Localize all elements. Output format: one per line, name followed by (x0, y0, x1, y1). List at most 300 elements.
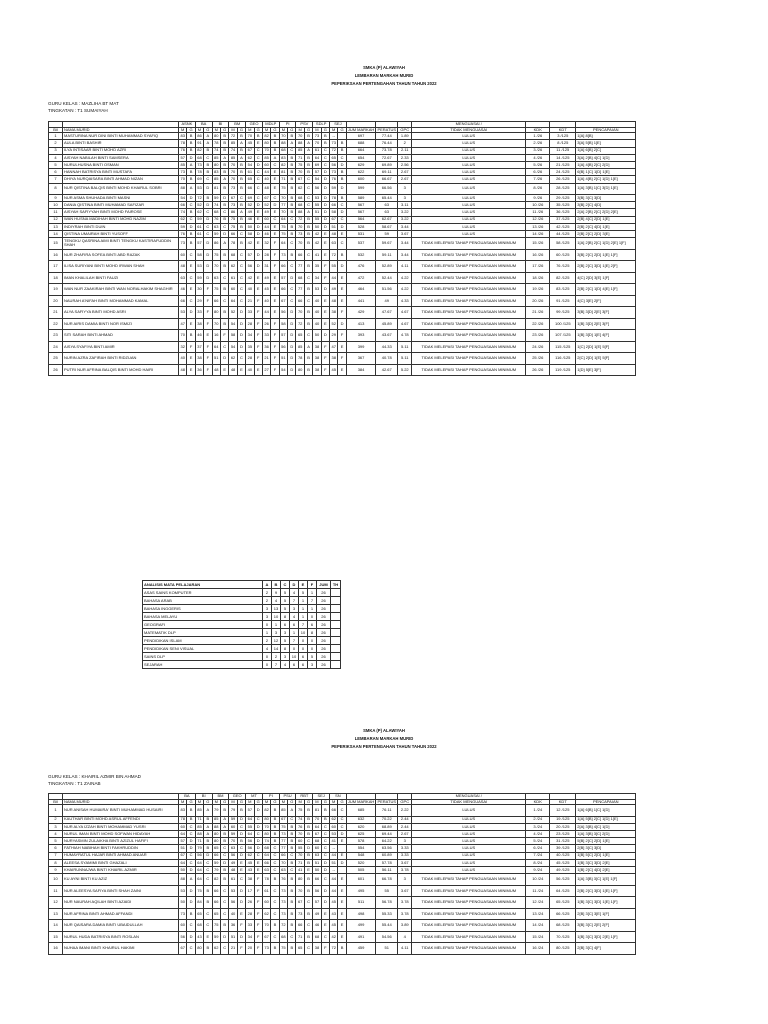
subject-mark: 88 (297, 209, 303, 215)
subject-grade: B (304, 859, 312, 866)
subject-mark: 85 (214, 176, 219, 182)
percentage: 54.56 (376, 931, 398, 943)
achievement-summary: 2[B] 2[C] 3[D] 1[E] 2[F] (576, 261, 636, 273)
subject-mark: 75 (212, 920, 220, 932)
subject-grade: E (338, 931, 346, 943)
total-marks: 520 (346, 859, 375, 866)
achievement-summary: 3[B] 2[C] 4[D] (576, 202, 636, 209)
achievement-summary: 1[A] 3[B] 3[C] 1[E] 1[F] (576, 874, 636, 886)
achievement-summary: 2[A] 2[B] 2[C] 2[D] 2[E] (576, 209, 636, 216)
subject-grade: C (187, 249, 195, 261)
subject-grade: D (321, 223, 329, 230)
subject-grade: B (237, 133, 245, 140)
subject-mark: 57 (246, 249, 254, 261)
subject-grade: C (204, 209, 212, 216)
subject-mark: 70 (281, 132, 286, 138)
subject-mark: 80 (264, 816, 269, 822)
grade-count: 10 (272, 613, 281, 621)
subject-mark: 80 (195, 943, 203, 955)
subject-mark: 64 (281, 216, 286, 222)
total-marks: 567 (346, 209, 375, 216)
subject-grade: C (204, 230, 212, 237)
subject-mark: 56 (229, 897, 237, 909)
subject-grade: D (254, 261, 262, 273)
subject-grade: E (338, 230, 346, 237)
subject-mark: 74 (264, 838, 269, 844)
subject-grade: B (220, 140, 228, 147)
row-number: 11 (49, 209, 63, 216)
subject-mark: 33 (195, 307, 203, 319)
subject-mark: 48 (229, 364, 237, 376)
subject-grade: B (220, 261, 228, 273)
subject-grade: B (187, 805, 195, 817)
form-rank: 29 /125 (550, 195, 576, 202)
subject-grade: F (321, 364, 329, 376)
class-rank: 16 /24 (526, 943, 550, 955)
subject-grade: B (338, 176, 346, 183)
row-number: 13 (49, 223, 63, 230)
subject-mark: 51 (279, 353, 287, 365)
name-header: NAMA MURID (63, 799, 179, 805)
subject-mark: 73 (314, 132, 320, 138)
row-number: 18 (49, 272, 63, 284)
subject-grade: D (338, 859, 346, 866)
subject-mark: 20 (246, 943, 254, 955)
subject-grade: C (321, 852, 329, 859)
subject-mark: 82 (212, 874, 220, 886)
subject-grade: D (204, 249, 212, 261)
total-marks: 472 (346, 272, 375, 284)
subject-grade: B (304, 874, 312, 886)
subject-header: SDLP (313, 122, 330, 128)
grade-column-header: E (299, 581, 308, 589)
subject-mark: 46 (247, 216, 253, 222)
subject-mark: 70 (281, 194, 286, 200)
subject-mark: 73 (180, 168, 185, 174)
row-number: 2 (49, 140, 63, 147)
achievement-summary: 1[B] 3[C] 3[D] 2[E] 1[F] (576, 931, 636, 943)
subject-grade: E (254, 284, 262, 296)
form-rank: 36 /125 (550, 209, 576, 216)
grade-count: 1 (263, 629, 272, 637)
subject-grade: E (321, 249, 329, 261)
document-title: LEMBARAN MARKAH MURID (354, 736, 414, 741)
table-row (49, 852, 636, 859)
subject-mark: 84 (195, 897, 203, 909)
subject-grade: F (204, 341, 212, 353)
subject-grade: B (304, 805, 312, 817)
grade-count: 0 (299, 637, 308, 645)
student-name: NUR ZHAFIRA SOFEA BINTI ABD RAZAK (63, 249, 179, 261)
analysis-row (143, 661, 341, 669)
row-number: 12 (49, 897, 63, 909)
gpc-value: 2.33 (398, 154, 412, 161)
total-marks: 495 (346, 885, 375, 897)
mark-header: M (330, 799, 338, 805)
subject-grade: C (288, 295, 296, 307)
status-text: LULUS (412, 223, 526, 230)
mark-header: M (296, 127, 304, 133)
mark-header: M (262, 799, 270, 805)
subject-grade: C (338, 823, 346, 830)
subject-grade: F (254, 353, 262, 365)
percentage: 51 (376, 943, 398, 955)
subject-header: RBT (296, 794, 313, 800)
subject-grade: C (204, 867, 212, 874)
subject-grade: C (338, 154, 346, 161)
subject-mark: 78 (229, 238, 237, 250)
subject-mark: 78 (197, 168, 202, 174)
subject-grade: B (237, 238, 245, 250)
subject-mark: 62 (212, 943, 220, 955)
subject-grade: B (288, 859, 296, 866)
total-marks: 629 (346, 161, 375, 168)
mark-header: M (296, 799, 304, 805)
subject-grade: C (304, 838, 312, 845)
status-text: LULUS (412, 209, 526, 216)
subject-grade: D (187, 307, 195, 319)
subject-mark: 45 (330, 920, 338, 932)
subject-mark: 66 (331, 201, 336, 207)
subject-grade: B (271, 823, 279, 830)
mark-header: M (330, 127, 338, 133)
grade-count: 6 (308, 621, 317, 629)
subject-grade: B (288, 161, 296, 168)
gpc-value: 2.22 (398, 805, 412, 817)
subject-grade: C (237, 823, 245, 830)
subject-grade: F (204, 318, 212, 330)
table-row (49, 195, 636, 202)
subject-mark: 50 (313, 330, 321, 342)
gpc-value: 2.11 (398, 147, 412, 154)
subject-mark: 75 (281, 823, 286, 829)
subject-mark: 82 (262, 805, 270, 817)
subject-mark: 65 (247, 176, 253, 182)
mark-header: M (279, 799, 287, 805)
subject-mark: 72 (197, 194, 202, 200)
bil-header: Bil (49, 127, 63, 133)
mark-header: M (313, 127, 321, 133)
subject-mark: 64 (229, 295, 237, 307)
form-rank: 116 /125 (550, 353, 576, 365)
student-name: AULA BINTI BASHIR (63, 140, 179, 147)
percentage: 69.44 (376, 831, 398, 838)
subject-mark: 72 (296, 318, 304, 330)
subject-grade: F (271, 364, 279, 376)
subject-mark: 67 (281, 816, 286, 822)
subject-grade: B (187, 230, 195, 237)
status-text: LULUS (412, 852, 526, 859)
subject-grade: D (204, 238, 212, 250)
subject-header: SEJ (330, 122, 347, 128)
form-rank: 14 /125 (550, 154, 576, 161)
form-rank: 8 /125 (550, 140, 576, 147)
mark-header: M (229, 127, 237, 133)
subject-mark: 73 (279, 885, 287, 897)
total-marks: 654 (346, 154, 375, 161)
subject-mark: 69 (314, 161, 320, 167)
exam-title: PEPERIKSAAN PERTENGAHAN TAHUN TAHUN 2022 (331, 744, 437, 749)
subject-mark: 83 (179, 805, 187, 817)
subject-mark: 48 (230, 866, 236, 872)
subject-mark: 40 (313, 307, 321, 319)
subject-mark: 76 (214, 216, 219, 222)
subject-grade: B (304, 816, 312, 823)
grade-count: 3 (281, 653, 290, 661)
subject-mark: -- (330, 845, 338, 852)
mark-header: M (313, 799, 321, 805)
subject-mark: 73 (279, 249, 287, 261)
subject-mark: 68 (297, 201, 303, 207)
achievement-summary: 5[B] 2[C] 2[D] 1[E] (576, 838, 636, 845)
subject-grade: E (321, 908, 329, 920)
student-name: AISYAH SAFIYYAH BINTI MOHD FAIROSE (63, 209, 179, 216)
row-number: 25 (49, 353, 63, 365)
subject-grade: B (220, 867, 228, 874)
subject-name: MATEMATIK DLP (143, 629, 263, 637)
grade-count: 1 (299, 597, 308, 605)
form-rank: 70 /125 (550, 931, 576, 943)
subject-mark: 66 (214, 852, 219, 858)
row-number: 17 (49, 261, 63, 273)
total-marks: 625 (346, 831, 375, 838)
percentage: 51.56 (376, 284, 398, 296)
grade-column-header: B (272, 581, 281, 589)
total-marks: 664 (346, 147, 375, 154)
subject-mark: 66 (330, 805, 338, 817)
subject-mark: 56 (313, 885, 321, 897)
subject-grade: A (237, 140, 245, 147)
total-marks: 511 (346, 897, 375, 909)
subject-grade: C (304, 249, 312, 261)
subject-grade: C (237, 261, 245, 273)
percent-header: PERATUS (377, 127, 397, 132)
kdk-header: KDK (526, 799, 550, 805)
total-marks: 599 (346, 183, 375, 195)
subject-grade: B (254, 133, 262, 140)
total-marks: 491 (346, 931, 375, 943)
subject-mark: 75 (279, 943, 287, 955)
subject-grade: C (220, 908, 228, 920)
subject-mark: 56 (279, 307, 287, 319)
subject-grade: C (304, 943, 312, 955)
subject-grade: A (187, 161, 195, 168)
subject-grade: D (237, 816, 245, 823)
subject-grade: D (187, 885, 195, 897)
subject-grade: D (187, 838, 195, 845)
class-rank: 23 /26 (526, 330, 550, 342)
subject-grade: C (321, 931, 329, 943)
subject-grade: D (204, 202, 212, 209)
subject-grade: D (220, 195, 228, 202)
achievement-summary: 1[D] 5[E] 3[F] (576, 364, 636, 376)
grade-header: G (304, 127, 312, 133)
form-rank: 49 /125 (550, 867, 576, 874)
status-text: LULUS (412, 823, 526, 830)
subject-mark: 86 (212, 238, 220, 250)
subject-mark: 42 (246, 272, 254, 284)
teacher-label: GURU KELAS : KHAIRIL AZMIR BIN AHMAD (48, 774, 142, 779)
subject-grade (338, 867, 346, 874)
subject-mark: 46 (179, 284, 187, 296)
subject-grade: F (254, 897, 262, 909)
grade-count: 13 (272, 605, 281, 613)
subject-grade: C (254, 816, 262, 823)
total-marks: 505 (346, 867, 375, 874)
subject-grade: E (338, 295, 346, 307)
subject-grade: B (187, 209, 195, 216)
subject-mark: 85 (195, 805, 203, 817)
subject-grade: E (321, 318, 329, 330)
student-name: NUR QISTINA BALQIS BINTI MOHD KHAIRUL SOBRI (63, 183, 179, 195)
table-row (49, 284, 636, 296)
subject-grade: C (237, 230, 245, 237)
analysis-header-row (143, 581, 341, 589)
class-rank: 14 /24 (526, 920, 550, 932)
total-marks: 399 (346, 341, 375, 353)
class-rank: 8 /24 (526, 859, 550, 866)
gpc-value: 3.67 (398, 230, 412, 237)
subject-mark: 55 (297, 845, 303, 851)
subject-grade: C (304, 176, 312, 183)
form-rank: 91 /125 (550, 295, 576, 307)
achievement-header: PENCAPAIAN (576, 127, 636, 133)
student-name: PUTRI NUR AFRINA BALQIS BINTI MOHD HAIRI (63, 364, 179, 376)
subject-mark: 86 (197, 132, 202, 138)
subject-grade: D (220, 931, 228, 943)
percentage: 60.89 (376, 852, 398, 859)
subject-mark: 66 (279, 284, 287, 296)
student-name: HANNAH BATRISYA BINTI MUSTAFA (63, 169, 179, 176)
subject-grade: B (187, 147, 195, 154)
subject-grade: D (288, 272, 296, 284)
class-rank: 14 /26 (526, 230, 550, 237)
grade-count: 5 (308, 653, 317, 661)
subject-grade: E (254, 867, 262, 874)
subject-grade: C (271, 931, 279, 943)
student-name: HUMAYRATUL HAJAR BINTI AHMAD ANUAR (63, 852, 179, 859)
grade-header: G (321, 127, 329, 133)
subject-grade: E (271, 176, 279, 183)
school-name: SMKA (P) ALAWIYAH (363, 728, 405, 733)
gpc-value: 3 (398, 195, 412, 202)
subject-mark: 75 (230, 223, 236, 229)
subject-grade: E (254, 859, 262, 866)
subject-mark: 75 (296, 805, 304, 817)
achievement-summary: 1[A] 6[B] 2[C] (576, 147, 636, 154)
subject-grade: D (254, 845, 262, 852)
subject-grade: B (304, 161, 312, 168)
analysis-row (143, 621, 341, 629)
subject-mark: 61 (229, 272, 237, 284)
subject-mark: 66 (212, 295, 220, 307)
status-text: TIDAK MELEPASI TAHAP PENGUASAAN MINIMUM (412, 931, 526, 943)
student-name: NUR NAURAH AQILAH BINTI AZAIDI (63, 897, 179, 909)
student-name: TENGKU QASRINA AIMI BINTI TENGKU KASTIRAFUDDIN SHAH (63, 238, 179, 250)
subject-grade: E (338, 874, 346, 886)
subject-mark: 60 (262, 897, 270, 909)
subject-grade: B (288, 195, 296, 202)
subject-grade: E (338, 838, 346, 845)
subject-mark: 21 (262, 353, 270, 365)
exam-title: PEPERIKSAAN PERTENGAHAN TAHUN TAHUN 2022 (331, 81, 437, 86)
grade-column-header: JUM (317, 581, 331, 589)
grade-count (331, 653, 341, 661)
subject-grade: B (304, 216, 312, 223)
kdt-header: KDT (550, 799, 576, 805)
subject-grade: C (237, 249, 245, 261)
subject-grade: C (254, 154, 262, 161)
subject-grade: C (271, 897, 279, 909)
subject-grade: C (304, 202, 312, 209)
subject-mark: 64 (197, 866, 202, 872)
gpc-value: 5.11 (398, 341, 412, 353)
subject-grade: D (204, 216, 212, 223)
grade-count: 1 (299, 613, 308, 621)
subject-grade: D (288, 341, 296, 353)
subject-mark: 44 (264, 168, 269, 174)
subject-grade: A (288, 140, 296, 147)
subject-mark: 54 (229, 318, 237, 330)
subject-mark: 85 (296, 341, 304, 353)
subject-mark: 28 (246, 318, 254, 330)
subject-grade: B (187, 238, 195, 250)
table-row (49, 147, 636, 154)
subject-grade: E (254, 238, 262, 250)
grade-count: 26 (317, 621, 331, 629)
subject-mark: 66 (212, 897, 220, 909)
table-row (49, 202, 636, 209)
subject-grade: B (204, 845, 212, 852)
student-name: NUR AIRIS DAMIA BINTI NOR ISMIZI (63, 318, 179, 330)
mark-header: M (179, 127, 187, 133)
subject-name: BAHASA MELAYU (143, 613, 263, 621)
subject-grade: C (187, 202, 195, 209)
percentage: 55.44 (376, 920, 398, 932)
subject-grade: B (204, 897, 212, 909)
subject-grade: D (288, 330, 296, 342)
total-marks: 548 (346, 852, 375, 859)
grade-header: G (271, 127, 279, 133)
subject-mark: 29 (330, 330, 338, 342)
table-row (49, 183, 636, 195)
grade-count (331, 613, 341, 621)
subject-mark: 79 (212, 805, 220, 817)
subject-mark: 33 (246, 307, 254, 319)
form-rank: 20 /125 (550, 823, 576, 830)
subject-mark: 73 (179, 238, 187, 250)
form-rank: 80 /125 (550, 943, 576, 955)
form-rank: 11 /125 (550, 147, 576, 154)
status-text: LULUS (412, 183, 526, 195)
subject-mark: 69 (247, 194, 253, 200)
table-row (49, 353, 636, 365)
form-rank: 37 /125 (550, 216, 576, 223)
subject-header: BI (195, 794, 212, 800)
subject-mark: 85 (297, 147, 303, 153)
status-text: TIDAK MELEPASI TAHAP PENGUASAAN MINIMUM (412, 295, 526, 307)
subject-mark: 68 (314, 838, 320, 844)
grade-count: 3 (308, 661, 317, 669)
subject-mark: 57 (195, 238, 203, 250)
subject-grade: F (254, 330, 262, 342)
subject-mark: 74 (230, 147, 236, 153)
subject-grade: D (187, 154, 195, 161)
subject-analysis-table (142, 580, 341, 669)
subject-grade: C (338, 805, 346, 817)
table-row (49, 318, 636, 330)
subject-mark: 38 (313, 353, 321, 365)
